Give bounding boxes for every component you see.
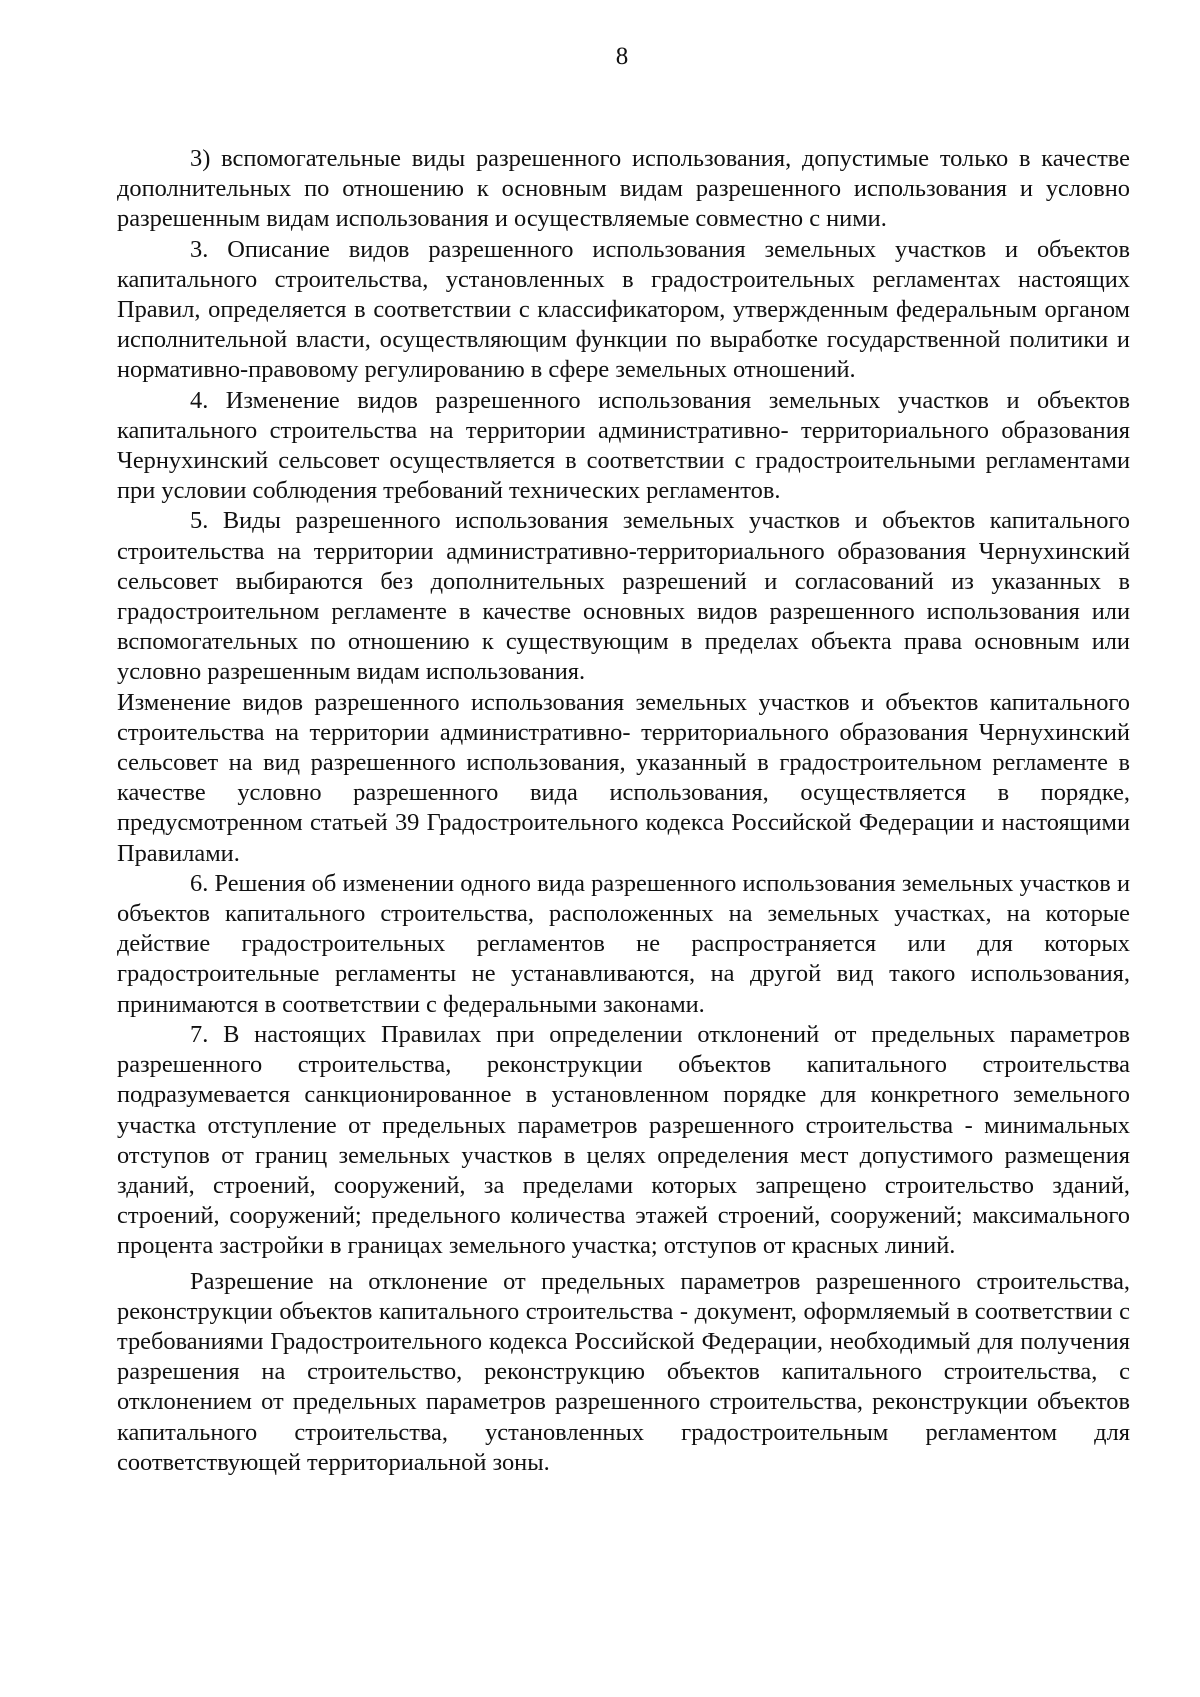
page-number: 8 (615, 43, 629, 70)
paragraph-4-change-of-uses: 4. Изменение видов разрешенного использования земельных участков и объектов капитального строительства на территории административно- территориального образования Чернухинский сельсовет осуществляется в соответствии с градостроительными регламентами при условии соблюдения требований технических регламентов. (117, 386, 1130, 505)
paragraph-5-conditional-change: Изменение видов разрешенного использования земельных участков и объектов капитального строительства на территории административно- территориального образования Чернухинский сельсовет на вид разрешенного использования, указанный в градостроительном регламенте в качестве условно разрешенного вида использования, осуществляется в порядке, предусмотренном статьей 39 Градостроительного кодекса Российской Федерации и настоящими Правилами. (117, 688, 1130, 867)
paragraph-auxiliary-uses: 3) вспомогательные виды разрешенного использования, допустимые только в качестве дополнительных по отношению к основным видам разрешенного использования и условно разрешенным видам использования и осуществляемые совместно с ними. (117, 145, 1130, 233)
paragraph-7-deviation-permit: Разрешение на отклонение от предельных параметров разрешенного строительства, реконструкции объектов капитального строительства - документ, оформляемый в соответствии с требованиями Градостроительного кодекса Российской Федерации, необходимый для получения разрешения на строительство, реконструкцию объектов капитального строительства, с отклонением от предельных параметров разрешенного строительства, реконструкции объектов капитального строительства, установленных градостроительным регламентом для соответствующей территориальной зоны. (117, 1267, 1130, 1476)
paragraph-7-deviations: 7. В настоящих Правилах при определении отклонений от предельных параметров разрешенного строительства, реконструкции объектов капитального строительства подразумевается санкционированное в установленном порядке для конкретного земельного участка отступление от предельных параметров разрешенного строительства - минимальных отступов от границ земельных участков в целях определения мест допустимого размещения зданий, строений, сооружений, за пределами которых запрещено строительство зданий, строений, сооружений; предельного количества этажей строений, сооружений; максимального процента застройки в границах земельного участка; отступов от красных линий. (117, 1020, 1130, 1260)
document-body (117, 144, 1130, 1478)
paragraph-5-selection-of-uses: 5. Виды разрешенного использования земельных участков и объектов капитального строительства на территории административно-территориального образования Чернухинский сельсовет выбираются без дополнительных разрешений и согласований из указанных в градостроительном регламенте в качестве основных видов разрешенного использования или вспомогательных по отношению к существующим в пределах объекта права основным или условно разрешенным видам использования. (117, 507, 1130, 686)
paragraph-3-description-of-uses: 3. Описание видов разрешенного использования земельных участков и объектов капитального строительства, установленных в градостроительных регламентах настоящих Правил, определяется в соответствии с классификатором, утвержденным федеральным органом исполнительной власти, осуществляющим функции по выработке государственной политики и нормативно-правовому регулированию в сфере земельных отношений. (117, 235, 1130, 384)
paragraph-6-decisions-on-change: 6. Решения об изменении одного вида разрешенного использования земельных участков и объектов капитального строительства, расположенных на земельных участках, на которые действие градостроительных регламентов не распространяется или для которых градостроительные регламенты не устанавливаются, на другой вид такого использования, принимаются в соответствии с федеральными законами. (117, 869, 1130, 1018)
